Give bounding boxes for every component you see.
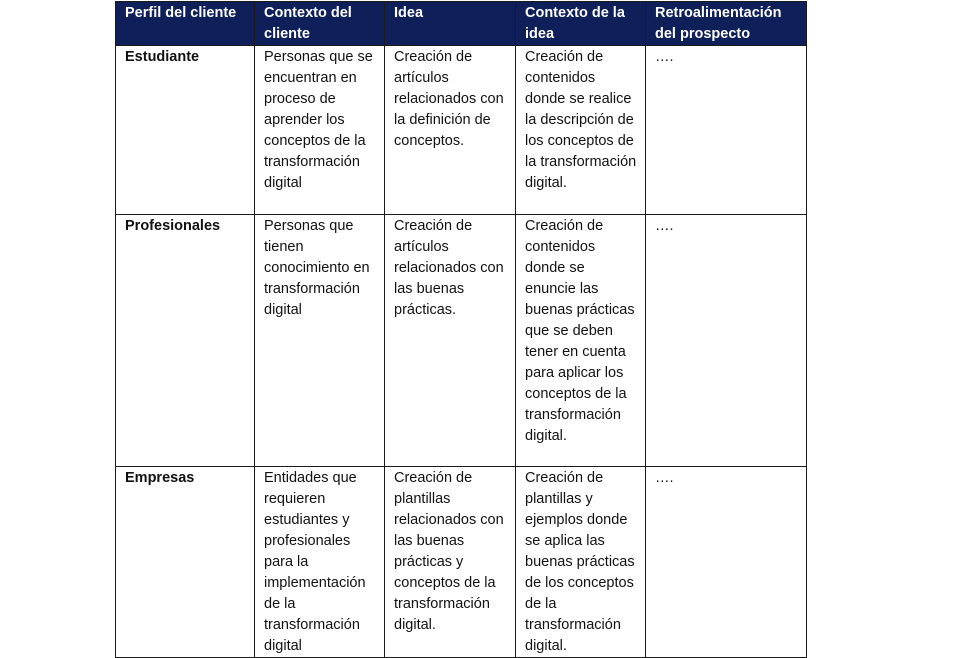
cell-contexto-idea: Creación de contenidos donde se enuncie las buenas prácticas que se deben tener en cuenta para aplicar los conceptos de la transformación digital. [516, 215, 646, 467]
table-row [116, 215, 807, 467]
header-row [116, 2, 807, 46]
header-retroalimentacion: Retroalimentación del prospecto [646, 2, 807, 46]
customer-profile-table [115, 1, 807, 658]
cell-idea: Creación de artículos relacionados con la definición de conceptos. [385, 46, 516, 215]
cell-retroalimentacion: …. [646, 46, 807, 215]
header-idea: Idea [385, 2, 516, 46]
header-perfil-cliente: Perfil del cliente [116, 2, 255, 46]
cell-perfil: Profesionales [116, 215, 255, 467]
cell-retroalimentacion: …. [646, 215, 807, 467]
cell-idea: Creación de plantillas relacionados con las buenas prácticas y conceptos de la transformación digital. [385, 467, 516, 658]
cell-contexto-idea: Creación de plantillas y ejemplos donde se aplica las buenas prácticas de los conceptos de la transformación digital. [516, 467, 646, 658]
table-row [116, 467, 807, 658]
header-contexto-cliente: Contexto del cliente [255, 2, 385, 46]
cell-perfil: Empresas [116, 467, 255, 658]
table-header [116, 2, 807, 46]
table-row [116, 46, 807, 215]
cell-contexto-idea: Creación de contenidos donde se realice la descripción de los conceptos de la transformación digital. [516, 46, 646, 215]
table-body [116, 46, 807, 658]
cell-contexto-cliente: Personas que tienen conocimiento en transformación digital [255, 215, 385, 467]
cell-contexto-cliente: Personas que se encuentran en proceso de aprender los conceptos de la transformación digital [255, 46, 385, 215]
cell-idea: Creación de artículos relacionados con las buenas prácticas. [385, 215, 516, 467]
cell-contexto-cliente: Entidades que requieren estudiantes y profesionales para la implementación de la transformación digital [255, 467, 385, 658]
header-contexto-idea: Contexto de la idea [516, 2, 646, 46]
cell-retroalimentacion: …. [646, 467, 807, 658]
cell-perfil: Estudiante [116, 46, 255, 215]
